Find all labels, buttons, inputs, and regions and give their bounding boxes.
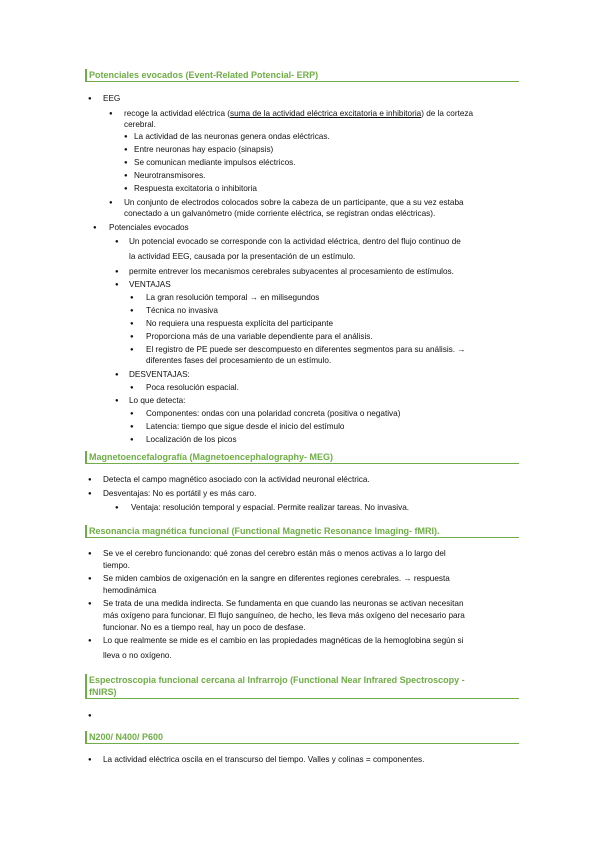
bullet xyxy=(115,369,119,382)
bullet xyxy=(130,408,134,421)
list-item: El registro de PE puede ser descompuesto en diferentes segmentos para su análisis. → xyxy=(146,345,466,354)
bullet xyxy=(88,474,92,487)
bullet xyxy=(88,635,92,648)
list-item: Técnica no invasiva xyxy=(146,306,218,315)
list-item: Entre neuronas hay espacio (sinapsis) xyxy=(134,145,274,154)
bullet xyxy=(130,344,134,357)
bullet xyxy=(115,279,119,292)
bullet xyxy=(124,144,128,157)
bullet xyxy=(88,754,92,767)
list-item: Respuesta excitatoria o inhibitoria xyxy=(134,184,257,193)
heading-erp: Potenciales evocados (Event-Related Potencial- ERP) xyxy=(85,69,519,82)
list-item: La gran resolución temporal → en milisegundos xyxy=(146,293,320,302)
list-item: Componentes: ondas con una polaridad concreta (positiva o negativa) xyxy=(146,409,401,418)
bullet xyxy=(130,305,134,318)
list-item: Se comunican mediante impulsos eléctricos. xyxy=(134,158,296,167)
list-item: Un conjunto de electrodos colocados sobre la cabeza de un participante, que a su vez estaba xyxy=(124,198,464,207)
desventajas-label: DESVENTAJAS: xyxy=(129,370,190,379)
bullet xyxy=(130,292,134,305)
bullet xyxy=(93,222,97,235)
ventajas-label: VENTAJAS xyxy=(129,280,171,289)
bullet xyxy=(124,170,128,183)
list-item: Ventaja: resolución temporal y espacial. Permite realizar tareas. No invasiva. xyxy=(131,503,410,512)
eeg-line-1c: cerebral. xyxy=(124,120,156,129)
bullet xyxy=(130,382,134,395)
bullet xyxy=(130,434,134,447)
list-item: Poca resolución espacial. xyxy=(146,383,239,392)
bullet xyxy=(88,93,92,106)
list-item: funcionar. No es a tiempo real, hay un poco de desfase. xyxy=(103,623,306,632)
heading-n200: N200/ N400/ P600 xyxy=(85,731,519,744)
bullet xyxy=(130,421,134,434)
list-item: más oxígeno para funcionar. El flujo sanguíneo, de hecho, les lleva más oxígeno del necesario para xyxy=(103,611,465,620)
list-item: diferentes fases del procesamiento de un estímulo. xyxy=(146,356,332,365)
bullet xyxy=(115,236,119,249)
list-item: conectado a un galvanómetro (mide corriente eléctrica, se registran ondas eléctricas). xyxy=(124,209,436,218)
list-item: tiempo. xyxy=(103,561,130,570)
list-item: La actividad de las neuronas genera ondas eléctricas. xyxy=(134,132,330,141)
bullet xyxy=(88,598,92,611)
list-item: La actividad eléctrica oscila en el transcurso del tiempo. Valles y colinas = componentes. xyxy=(103,755,425,764)
list-item: Proporciona más de una variable dependiente para el análisis. xyxy=(146,332,373,341)
bullet xyxy=(124,157,128,170)
list-item: Detecta el campo magnético asociado con la actividad neuronal eléctrica. xyxy=(103,475,370,484)
heading-meg: Magnetoencefalografía (Magnetoencephalography- MEG) xyxy=(85,451,519,464)
list-item: Lo que realmente se mide es el cambio en las propiedades magnéticas de la hemoglobina según si xyxy=(103,636,464,645)
list-item: Neurotransmisores. xyxy=(134,171,206,180)
list-item: Desventajas: No es portátil y es más caro. xyxy=(103,489,257,498)
bullet xyxy=(109,197,113,210)
eeg-label: EEG xyxy=(103,94,121,103)
bullet xyxy=(88,573,92,586)
bullet xyxy=(88,710,92,723)
bullet xyxy=(115,395,119,408)
bullet xyxy=(88,488,92,501)
list-item: Se miden cambios de oxigenación en la sangre en diferentes regiones cerebrales. → respuesta xyxy=(103,574,450,583)
bullet xyxy=(124,131,128,144)
list-item: la actividad EEG, causada por la presentación de un estímulo. xyxy=(129,252,356,261)
list-item: No requiera una respuesta explícita del participante xyxy=(146,319,334,328)
bullet xyxy=(88,548,92,561)
list-item: lleva o no oxígeno. xyxy=(103,651,172,660)
bullet xyxy=(124,183,128,196)
detecta-label: Lo que detecta: xyxy=(129,396,186,405)
bullet xyxy=(130,331,134,344)
eeg-line-1: recoge la actividad eléctrica (suma de la actividad eléctrica excitatoria e inhibitoria) de la corteza xyxy=(124,109,474,118)
list-item: Un potencial evocado se corresponde con la actividad eléctrica, dentro del flujo continuo de xyxy=(129,237,461,246)
list-item: Localización de los picos xyxy=(146,435,237,444)
list-item: Latencia: tiempo que sigue desde el inicio del estímulo xyxy=(146,422,345,431)
bullet xyxy=(115,266,119,279)
bullet xyxy=(109,108,113,121)
list-item: hemodinámica xyxy=(103,586,157,595)
bullet xyxy=(115,502,119,515)
list-item: permite entrever los mecanismos cerebrales subyacentes al procesamiento de estímulos. xyxy=(129,267,454,276)
list-item: Se trata de una medida indirecta. Se fundamenta en que cuando las neuronas se activan necesitan xyxy=(103,599,464,608)
pe-label: Potenciales evocados xyxy=(109,223,189,232)
bullet xyxy=(130,318,134,331)
list-item: Se ve el cerebro funcionando: qué zonas del cerebro están más o menos activas a lo largo del xyxy=(103,549,446,558)
heading-fnirs: Espectroscopia funcional cercana al Infrarrojo (Functional Near Infrared Spectroscopy - fNIRS) xyxy=(85,674,519,699)
heading-fmri: Resonancia magnética funcional (Functional Magnetic Resonance Imaging- fMRI). xyxy=(85,525,519,538)
